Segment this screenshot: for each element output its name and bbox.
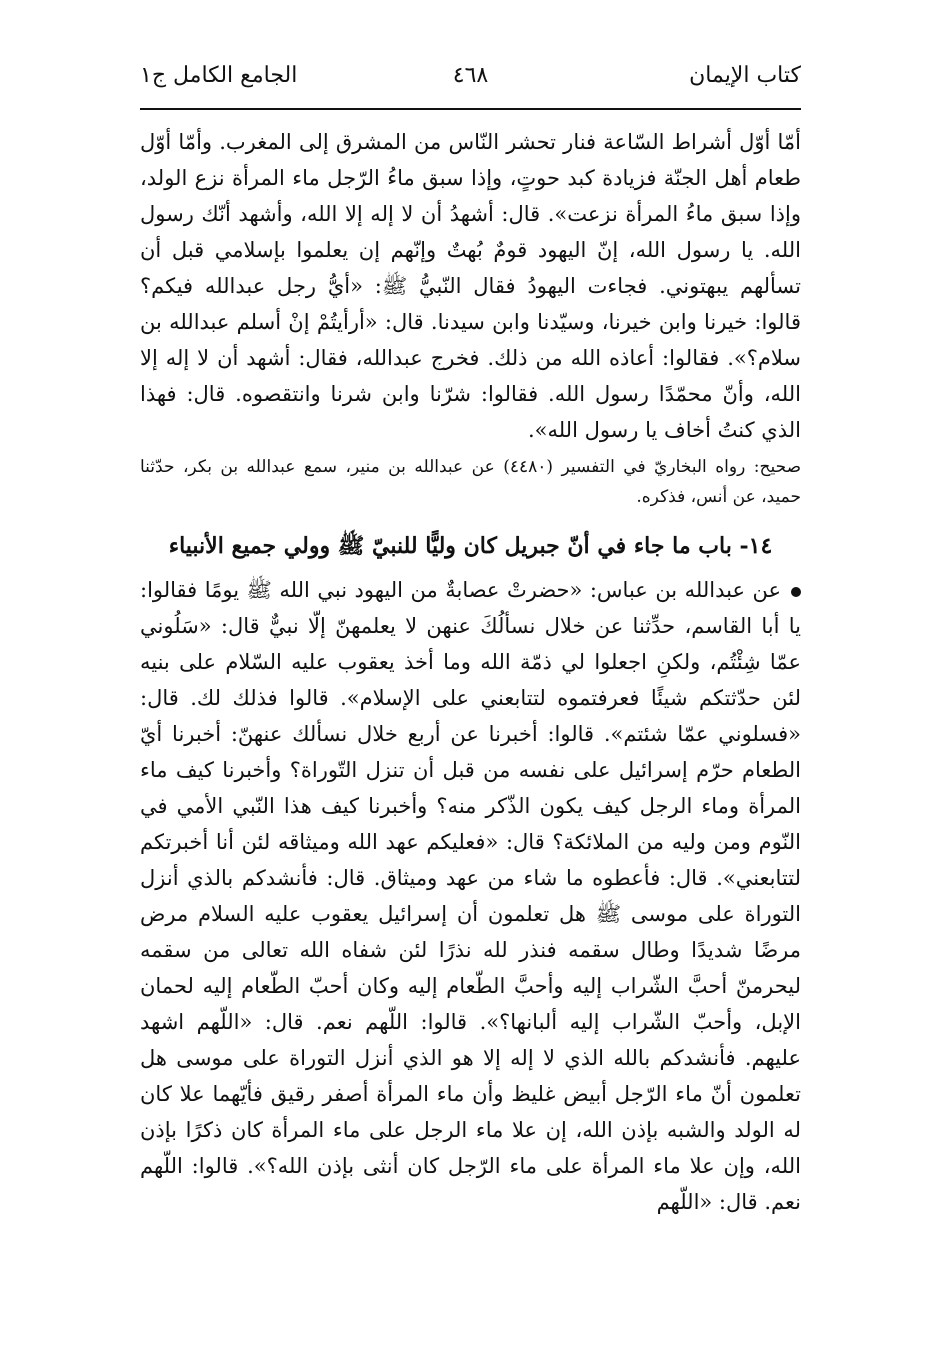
book-title: كتاب الإيمان bbox=[689, 63, 801, 88]
paragraph-hadith-continuation: أمّا أوّل أشراط السّاعة فنار تحشر النّاس من المشرق إلى المغرب. وأمّا أوّل طعام أهل الجنّة فزيادة كبد حوتٍ، وإذا سبق ماءُ الرّجل ماء المرأة نزع الولد، وإذا سبق ماءُ المرأة نزعت». قال: أشهدُ أن لا إله إلا الله، وأشهد أنّك رسول الله. يا رسول الله، إنّ اليهود قومٌ بُهتٌ وإنّهم إن يعلموا بإسلامي قبل أن تسألهم يبهتوني. فجاءت اليهودُ فقال النّبيُّ ﷺ: «أيُّ رجل عبدالله فيكم؟ قالوا: خيرنا وابن خيرنا، وسيّدنا وابن سيدنا. قال: «أرأيتُمْ إنْ أسلم عبدالله بن سلام؟». فقالوا: أعاذه الله من ذلك. فخرج عبدالله، فقال: أشهد أن لا إله إلا الله، وأنّ محمّدًا رسول الله. فقالوا: شرّنا وابن شرنا وانتقصوه. قال: فهذا الذي كنتُ أخاف يا رسول الله». bbox=[140, 130, 801, 442]
paragraph-hadith-ibn-abbas bbox=[140, 572, 801, 1220]
paragraph-hadith-ibn-abbas-text: عن عبدالله بن عباس: «حضرتْ عصابةٌ من اليهود نبي الله ﷺ يومًا فقالوا: يا أبا القاسم، حدِّثنا عن خلال نسألُكَ عنهن لا يعلمهنّ إلّا نبيٌّ قال: «سَلُوني عمّا شِئْتُم، ولكنِ اجعلوا لي ذمّة الله وما أخذ يعقوب عليه السّلام على بنيه لئن حدّثتكم شيئًا فعرفتموه لتتابعني على الإسلام». قالوا فذلك لك. قال: «فسلوني عمّا شئتم». قالوا: أخبرنا عن أربع خلال نسألك عنهنّ: أخبرنا أيّ الطعام حرّم إسرائيل على نفسه من قبل أن تنزل التّوراة؟ وأخبرنا كيف ماء المرأة وماء الرجل كيف يكون الذّكر منه؟ وأخبرنا كيف هذا النّبي الأمي في النّوم ومن وليه من الملائكة؟ قال: «فعليكم عهد الله وميثاقه لئن أنا أخبرتكم لتتابعني». قال: فأعطوه ما شاء من عهد وميثاق. قال: فأنشدكم بالذي أنزل التوراة على موسى ﷺ هل تعلمون أن إسرائيل يعقوب عليه السلام مرض مرضًا شديدًا وطال سقمه فنذر لله نذرًا لئن شفاه الله تعالى من سقمه ليحرمنّ أحبَّ الشّراب إليه وأحبَّ الطّعام إليه وكان أحبّ الطّعام إليه لحمان الإبل، وأحبّ الشّراب إليه ألبانها؟». قالوا: اللّهم نعم. قال: «اللّهم اشهد عليهم. فأنشدكم بالله الذي لا إله إلا هو الذي أنزل التوراة على موسى هل تعلمون أنّ ماء الرّجل أبيض غليظ وأن ماء المرأة أصفر رقيق فأيّهما علا كان له الولد والشبه بإذن الله، إن علا ماء الرجل على ماء المرأة كان ذكرًا بإذن الله، وإن علا ماء المرأة على ماء الرّجل كان أنثى بإذن الله؟». قالوا: اللّهم نعم. قال: «اللّهم bbox=[140, 578, 801, 1214]
volume-title: الجامع الكامل ج١ bbox=[140, 63, 298, 88]
page-number: ٤٦٨ bbox=[452, 63, 489, 88]
source-note: صحيح: رواه البخاريّ في التفسير (٤٤٨٠) عن عبدالله بن منير، سمع عبدالله بن بكر، حدّثنا حميد، عن أنس، فذكره. bbox=[140, 457, 801, 507]
page-content bbox=[140, 124, 801, 1372]
bullet-icon bbox=[791, 587, 801, 597]
section-heading: ١٤- باب ما جاء في أنّ جبريل كان وليًّا للنبيّ ﷺ وولي جميع الأنبياء bbox=[168, 533, 773, 559]
page-header bbox=[140, 58, 801, 110]
